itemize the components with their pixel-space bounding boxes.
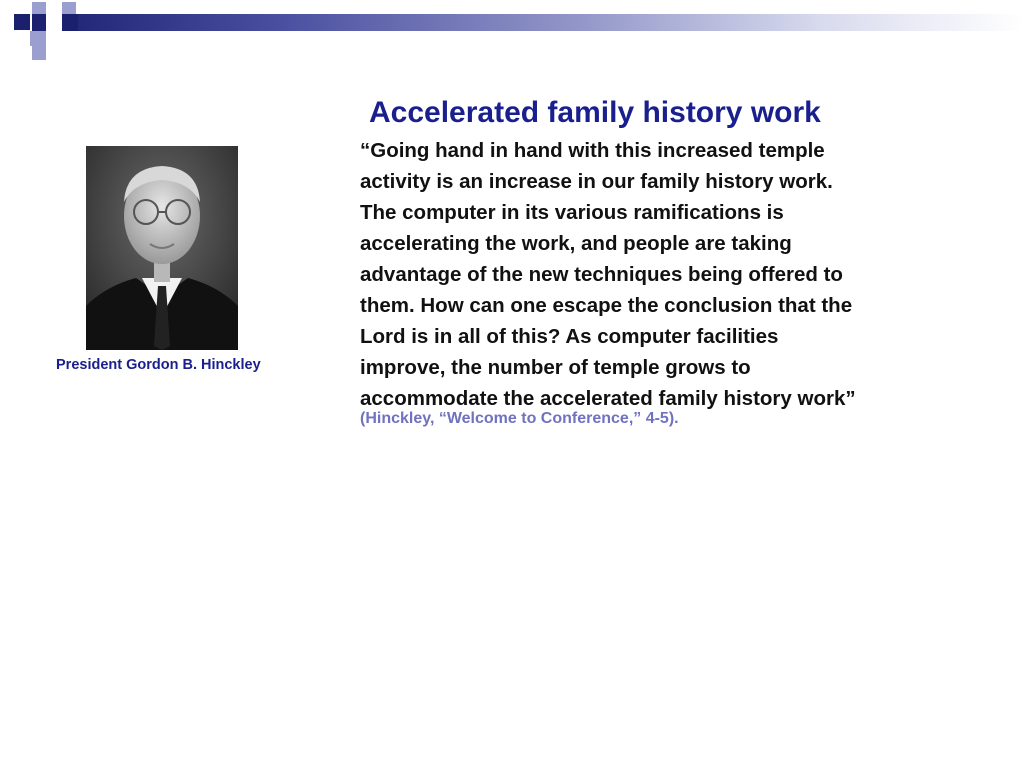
- citation-text: (Hinckley, “Welcome to Conference,” 4-5).: [360, 410, 679, 427]
- header-square-lavender-3: [30, 31, 46, 46]
- portrait-image: [86, 146, 238, 350]
- header-gradient-band: [32, 14, 1024, 31]
- portrait-photo: [86, 146, 238, 350]
- slide-title: Accelerated family history work: [369, 96, 821, 129]
- header-square-lavender-4: [32, 46, 46, 60]
- photo-caption: President Gordon B. Hinckley: [56, 357, 261, 373]
- header-square-navy-1: [14, 14, 30, 30]
- header-square-white-1: [46, 14, 62, 31]
- quote-text: “Going hand in hand with this increased temple activity is an increase in our family history work. The computer in its various ramifications is accelerating the work, and people are taking advantage of the new techniques being offered to them. How can one escape the conclusion that the Lord is in all of this? As computer facilities improve, the number of temple grows to accommodate the accelerated family history work”: [360, 139, 856, 410]
- header-square-navy-2: [62, 14, 78, 31]
